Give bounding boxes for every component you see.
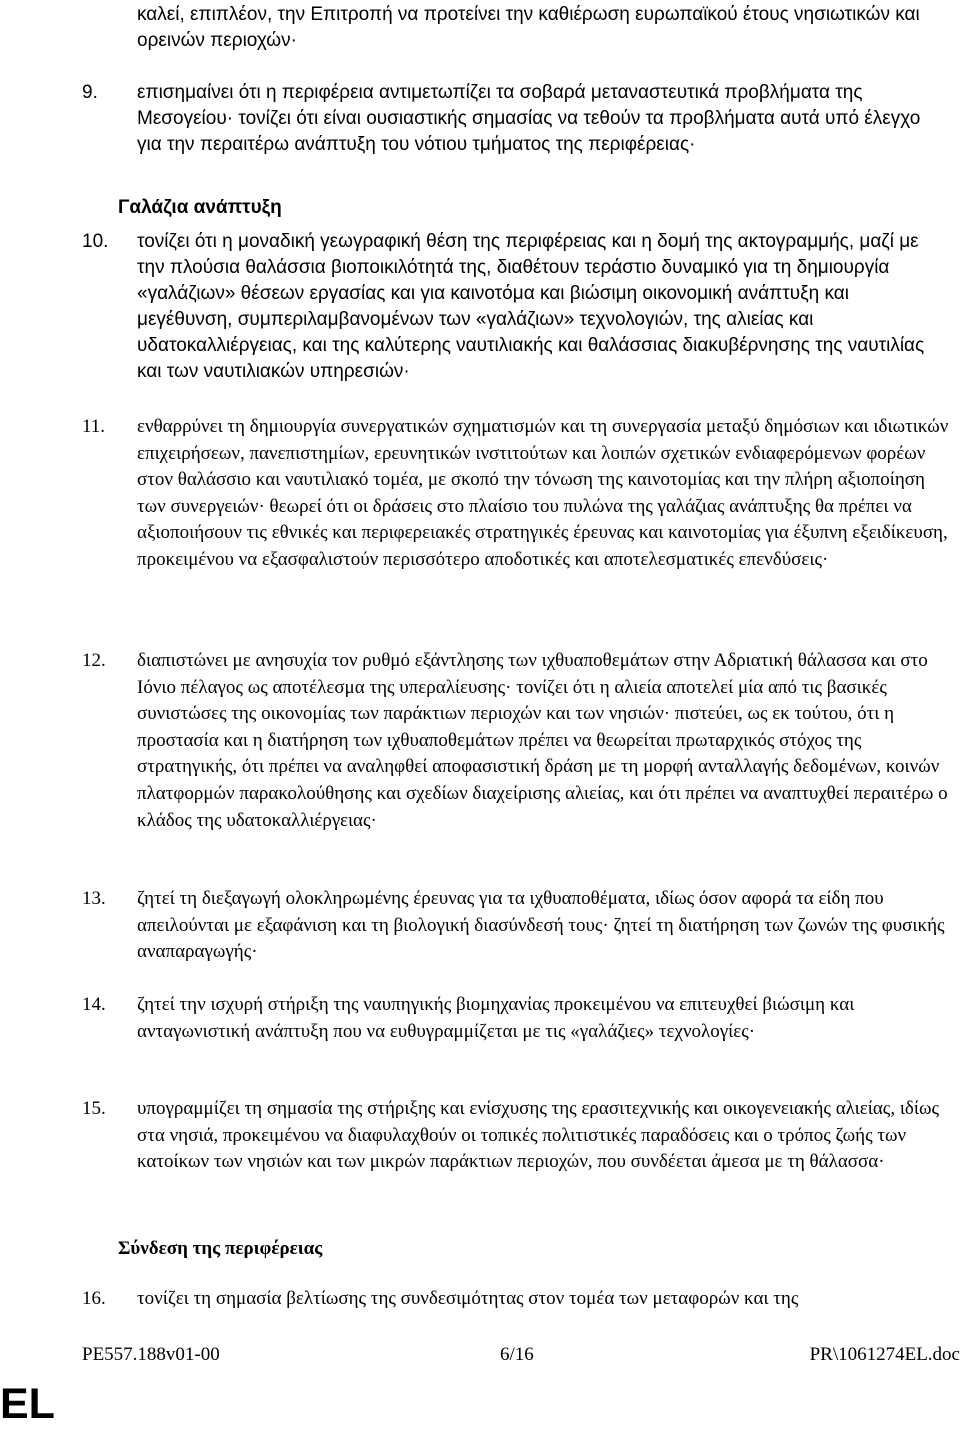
paragraph-text: ενθαρρύνει τη δημιουργία συνεργατικών σχηματισμών και τη συνεργασία μεταξύ δημόσιων και ιδιωτικών επιχειρήσεων, πανεπιστημίων, ερευνητικών ινστιτούτων και λοιπών σχετικών ενδιαφερόμενων φορέων στον θαλάσσιο και ναυτιλιακό τομέα, με σκοπό την τόνωση της καινοτομίας και την πλήρη αξιοποίηση των συνεργειών· θεωρεί ότι οι δράσεις στο πλαίσιο του πυλώνα της γαλάζιας ανάπτυξης θα πρέπει να αξιοποιήσουν τις εθνικές και περιφερειακές στρατηγικές έρευνας και καινοτομίας για έξυπνη εξειδίκευση, προκειμένου να εξασφαλιστούν περισσότερο αποδοτικές και αποτελεσματικές επενδύσεις· <box>137 416 949 570</box>
footer-file-ref: PR\1061274EL.doc <box>809 1344 960 1365</box>
continuation-text: καλεί, επιπλέον, την Επιτροπή να προτείνει την καθιέρωση ευρωπαϊκού έτους νησιωτικών και ορεινών περιοχών· <box>137 4 920 51</box>
paragraph-number: 12. <box>82 650 106 671</box>
paragraph-number: 16. <box>82 1288 106 1309</box>
section-heading-connectivity: Σύνδεση της περιφέρειας <box>118 1238 323 1259</box>
paragraph-text: υπογραμμίζει τη σημασία της στήριξης και ενίσχυσης της ερασιτεχνικής και οικογενειακής αλιείας, ιδίως στα νησιά, προκειμένου να διαφυλαχθούν οι τοπικές πολιτιστικές παραδόσεις και ο τρόπος ζωής των κατοίκων των νησιών και των μικρών παράκτιων περιοχών, που συνδέεται άμεσα με τη θάλασσα· <box>137 1098 940 1173</box>
footer-doc-ref: PE557.188v01-00 <box>82 1344 220 1365</box>
paragraph-number: 10. <box>82 231 109 252</box>
paragraph-number: 13. <box>82 888 106 909</box>
paragraph-number: 14. <box>82 994 106 1015</box>
paragraph-text: τονίζει τη σημασία βελτίωσης της συνδεσιμότητας στον τομέα των μεταφορών και της <box>137 1288 799 1309</box>
page-footer <box>82 1342 960 1368</box>
paragraph-text: διαπιστώνει με ανησυχία τον ρυθμό εξάντλησης των ιχθυαποθεμάτων στην Αδριατική θάλασσα και στο Ιόνιο πέλαγος ως αποτέλεσμα της υπεραλίευσης· τονίζει ότι η αλιεία αποτελεί μία από τις βασικές συνιστώσες της οικονομίας των παράκτιων περιοχών και των νησιών· πιστεύει, ως εκ τούτου, ότι η προστασία και η διατήρηση των ιχθυαποθεμάτων πρέπει να θεωρείται πρωταρχικός στόχος της στρατηγικής, ότι πρέπει να αναληφθεί αποφασιστική δράση με τη μορφή ανταλλαγής δεδομένων, κοινών πλατφορμών παρακολούθησης και σχεδίων διαχείρισης αλιείας, και ότι πρέπει να αναπτυχθεί περαιτέρω ο κλάδος της υδατοκαλλιέργειας· <box>137 650 948 831</box>
paragraph-number: 9. <box>82 82 98 103</box>
language-code: EL <box>0 1380 55 1428</box>
paragraph-text: ζητεί τη διεξαγωγή ολοκληρωμένης έρευνας για τα ιχθυαποθέματα, ιδίως όσον αφορά τα είδη που απειλούνται με εξαφάνιση και τη βιολογική διασύνδεσή τους· ζητεί τη διατήρηση των ζωνών της φυσικής αναπαραγωγής· <box>137 888 945 963</box>
section-heading-blue-growth: Γαλάζια ανάπτυξη <box>118 197 282 218</box>
footer-page-number: 6/16 <box>500 1344 534 1365</box>
paragraph-number: 11. <box>82 416 106 437</box>
paragraph-text: ζητεί την ισχυρή στήριξη της ναυπηγικής βιομηχανίας προκειμένου να επιτευχθεί βιώσιμη και ανταγωνιστική ανάπτυξη που να ευθυγραμμίζεται με τις «γαλάζιες» τεχνολογίες· <box>137 994 855 1042</box>
paragraph-text: τονίζει ότι η μοναδική γεωγραφική θέση της περιφέρειας και η δομή της ακτογραμμής, μαζί με την πλούσια θαλάσσια βιοποικιλότητά της, διαθέτουν τεράστιο δυναμικό για τη δημιουργία «γαλάζιων» θέσεων εργασίας και για καινοτόμα και βιώσιμη οικονομική ανάπτυξη και μεγέθυνση, συμπεριλαμβανομένων των «γαλάζιων» τεχνολογιών, της αλιείας και υδατοκαλλιέργειας, και της καλύτερης ναυτιλιακής και θαλάσσιας διακυβέρνησης της ναυτιλίας και των ναυτιλιακών υπηρεσιών· <box>137 231 925 382</box>
paragraph-text: επισημαίνει ότι η περιφέρεια αντιμετωπίζει τα σοβαρά μεταναστευτικά προβλήματα της Μεσογείου· τονίζει ότι είναι ουσιαστικής σημασίας να τεθούν τα προβλήματα αυτά υπό έλεγχο για την περαιτέρω ανάπτυξη του νότιου τμήματος της περιφέρειας· <box>137 82 921 155</box>
paragraph-number: 15. <box>82 1098 106 1119</box>
